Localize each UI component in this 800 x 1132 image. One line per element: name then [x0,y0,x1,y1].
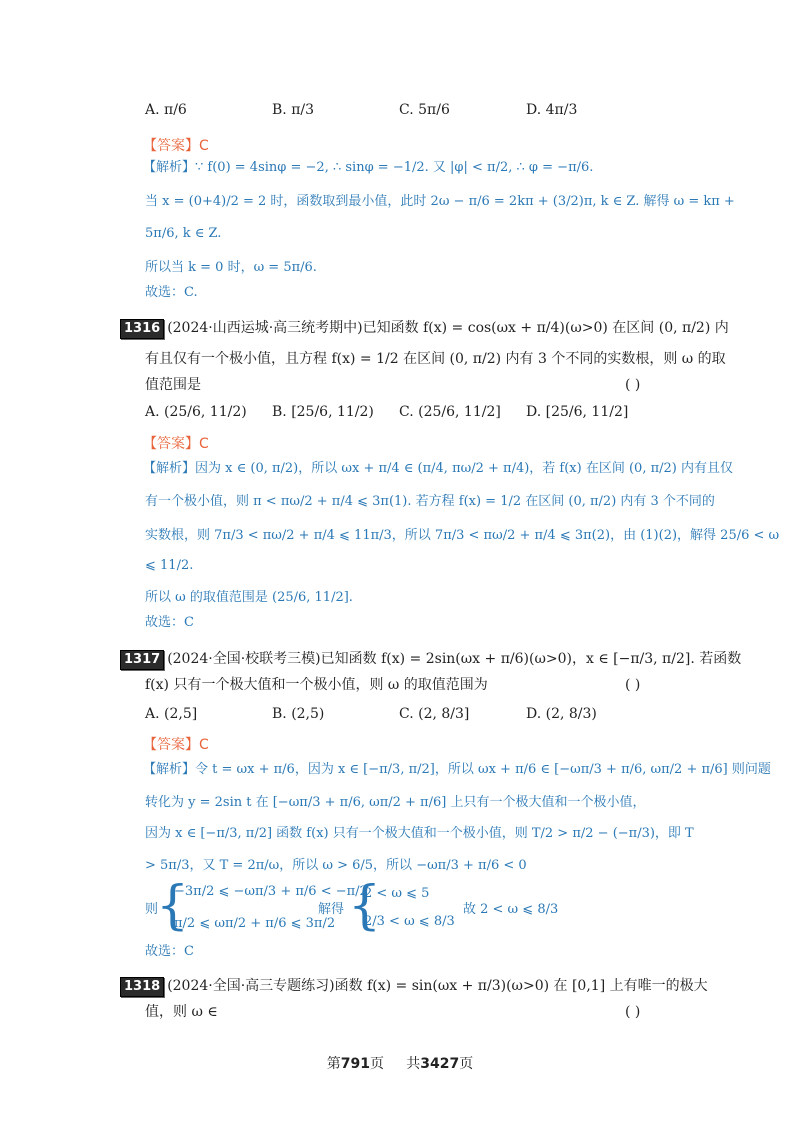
analysis-text: 有一个极小值，则 π < πω/2 + π/4 ⩽ 3π(1). 若方程 f(x) = 1/2 在区间 (0, π/2) 内有 3 个不同的 [145,494,715,509]
analysis-text: 转化为 y = 2sin t 在 [−ωπ/3 + π/6, ωπ/2 + π/6] 上只有一个极大值和一个极小值， [145,795,646,810]
analysis-text: 因为 x ∈ [−π/3, π/2] 函数 f(x) 只有一个极大值和一个极小值，则 T/2 > π/2 − (−π/3)，即 T [145,826,694,841]
option-a: A. π/6 [145,102,187,118]
question-text: 值范围是 [145,377,201,393]
question-text: 值，则 ω ∈ [145,1004,218,1020]
option-b: B. π/3 [272,102,315,118]
analysis-text: 故选：C. [145,285,198,300]
question-text: (2024·全国·高三专题练习)函数 f(x) = sin(ωx + π/3)(ω>0) 在 [0,1] 上有唯一的极大 [167,978,708,994]
question-1318-stem [120,977,708,997]
answer-line [143,135,209,155]
page-footer [0,1053,800,1073]
answer-value: C [199,737,209,753]
question-1317-stem [120,650,741,670]
analysis-tag: 【解析】 [143,461,196,476]
answer-tag: 【答案】 [143,737,199,753]
analysis-line [143,762,771,778]
total-prefix: 共 [406,1056,421,1072]
question-text: 有且仅有一个极小值，且方程 f(x) = 1/2 在区间 (0, π/2) 内有 3 个不同的实数根，则 ω 的取 [145,351,726,367]
question-number: 1317 [120,650,164,670]
option-c: C. (2, 8/3] [399,706,470,722]
option-b: B. [25/6, 11/2) [272,404,374,420]
total-suffix: 页 [459,1056,474,1072]
answer-line [143,734,209,754]
option-a: A. (25/6, 11/2) [145,404,247,420]
system-inequality: π/2 ⩽ ωπ/2 + π/6 ⩽ 3π/2 [174,916,336,931]
page-suffix: 页 [370,1056,384,1072]
analysis-text: 当 x = (0+4)/2 = 2 时，函数取到最小值，此时 2ω − π/6 = 2kπ + (3/2)π, k ∈ Z. 解得 ω = kπ + [145,194,735,209]
option-d: D. [25/6, 11/2] [526,404,629,420]
left-brace: { [348,876,382,936]
option-d: D. 4π/3 [526,102,578,118]
analysis-tag: 【解析】 [143,160,196,175]
answer-tag: 【答案】 [143,138,199,154]
analysis-tag: 【解析】 [143,762,196,777]
option-b: B. (2,5) [272,706,325,722]
analysis-text: 5π/6, k ∈ Z. [145,226,222,241]
analysis-text: 实数根，则 7π/3 < πω/2 + π/4 ⩽ 11π/3，所以 7π/3 < πω/2 + π/4 ⩽ 3π(2)，由 (1)(2)，解得 25/6 < ω [145,528,780,543]
analysis-text: > 5π/3，又 T = 2π/ω，所以 ω > 6/5，所以 −ωπ/3 + π/6 < 0 [145,858,527,873]
answer-value: C [199,436,209,452]
option-c: C. (25/6, 11/2] [399,404,501,420]
question-1316-stem [120,319,729,339]
analysis-text: 令 t = ωx + π/6，因为 x ∈ [−π/3, π/2]，所以 ωx + π/6 ∈ [−ωπ/3 + π/6, ωπ/2 + π/6] 则问题 [195,762,771,777]
question-number: 1318 [120,977,164,997]
left-brace: { [156,876,190,936]
analysis-text: ⩽ 11/2. [145,558,194,573]
page-prefix: 第 [326,1056,341,1072]
option-a: A. (2,5] [145,706,198,722]
solve-label: 解得 [318,902,345,917]
answer-paren: ( ) [625,677,641,693]
analysis-line [143,160,593,176]
question-number: 1316 [120,319,164,339]
answer-paren: ( ) [625,1004,641,1020]
analysis-text: 故选：C [145,615,194,630]
analysis-text: ∵ f(0) = 4sinφ = −2, ∴ sinφ = −1/2. 又 |φ| < π/2, ∴ φ = −π/6. [195,160,594,175]
system-inequality: 2 < ω ⩽ 5 [364,886,430,901]
system-inequality: 2/3 < ω ⩽ 8/3 [364,914,455,929]
question-text: (2024·全国·校联考三模)已知函数 f(x) = 2sin(ωx + π/6)(ω>0)，x ∈ [−π/3, π/2]. 若函数 [167,651,742,667]
answer-tag: 【答案】 [143,436,199,452]
question-text: (2024·山西运城·高三统考期中)已知函数 f(x) = cos(ωx + π/4)(ω>0) 在区间 (0, π/2) 内 [167,320,729,336]
analysis-text: 因为 x ∈ (0, π/2)，所以 ωx + π/4 ∈ (π/4, πω/2 + π/4)，若 f(x) 在区间 (0, π/2) 内有且仅 [195,461,733,476]
answer-value: C [199,138,209,154]
page-number: 791 [340,1056,370,1072]
analysis-line [143,461,733,477]
option-d: D. (2, 8/3) [526,706,597,722]
system-label: 则 [145,902,159,917]
answer-paren: ( ) [625,377,641,393]
question-text: f(x) 只有一个极大值和一个极小值，则 ω 的取值范围为 [145,677,488,693]
system-inequality: −3π/2 ⩽ −ωπ/3 + π/6 < −π/2 [174,884,368,899]
option-c: C. 5π/6 [399,102,450,118]
analysis-text: 故选：C [145,944,194,959]
total-pages: 3427 [420,1056,460,1072]
conclusion: 故 2 < ω ⩽ 8/3 [463,902,559,917]
analysis-text: 所以 ω 的取值范围是 (25/6, 11/2]. [145,590,353,605]
answer-line [143,433,209,453]
analysis-text: 所以当 k = 0 时，ω = 5π/6. [145,260,317,275]
